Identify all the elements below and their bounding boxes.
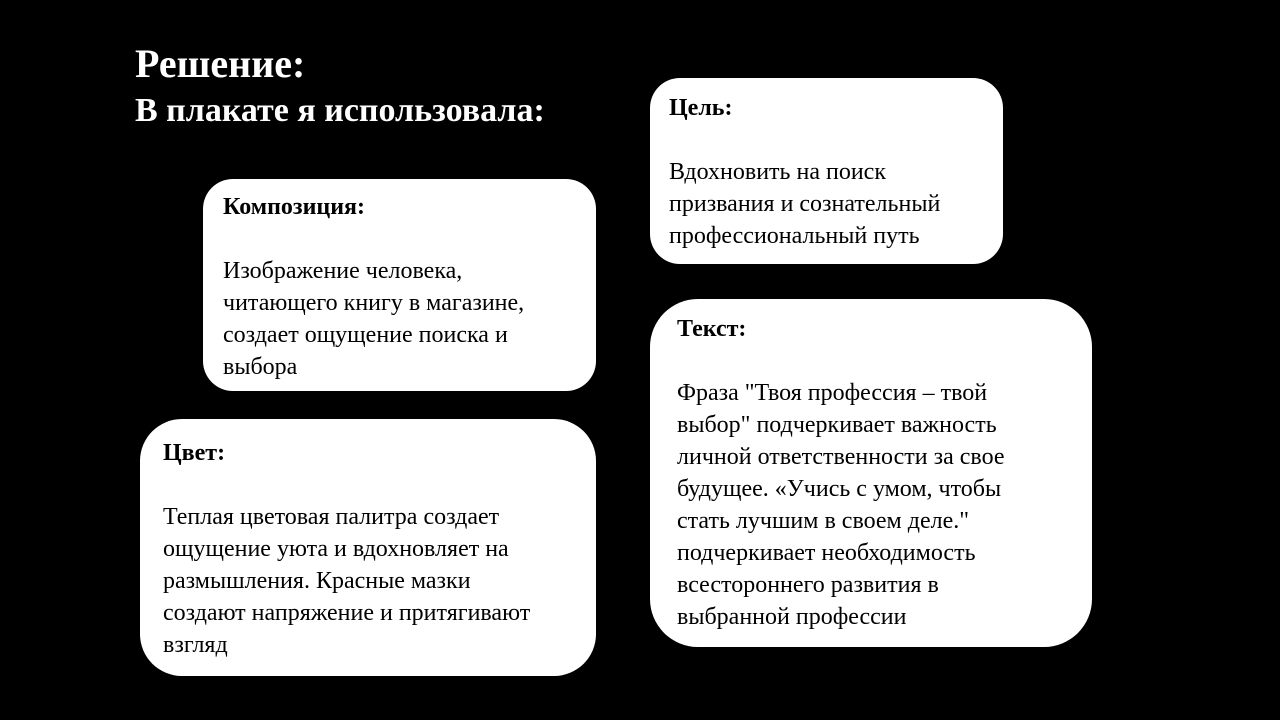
slide-subtitle: В плакате я использовала: (135, 92, 545, 129)
slide-title: Решение: (135, 41, 306, 86)
goal-card-heading: Цель: (669, 95, 733, 121)
color-card-line: ощущение уюта и вдохновляет на (163, 536, 509, 562)
text-card (650, 299, 1092, 647)
text-card-heading: Текст: (677, 316, 747, 342)
goal-card (650, 78, 1003, 264)
goal-card-line: Вдохновить на поиск (669, 159, 886, 185)
color-card-line: взгляд (163, 632, 228, 658)
composition-card (203, 179, 596, 391)
goal-card-line: профессиональный путь (669, 223, 920, 249)
goal-card-body (669, 156, 983, 252)
composition-card-line: выбора (223, 354, 298, 380)
color-card-line: создают напряжение и притягивают (163, 600, 531, 626)
composition-card-line: Изображение человека, (223, 258, 463, 284)
color-card-line: размышления. Красные мазки (163, 568, 471, 594)
text-card-line: выбор" подчеркивает важность (677, 412, 997, 438)
text-card-line: стать лучшим в своем деле." (677, 508, 970, 534)
composition-card-line: создает ощущение поиска и (223, 322, 508, 348)
text-card-line: будущее. «Учись с умом, чтобы (677, 476, 1002, 502)
text-card-line: личной ответственности за свое (677, 444, 1005, 470)
text-card-line: выбранной профессии (677, 604, 907, 630)
text-card-line: Фраза "Твоя профессия – твой (677, 380, 988, 406)
color-card-heading: Цвет: (163, 440, 226, 466)
color-card-body (163, 501, 580, 661)
composition-card-line: читающего книгу в магазине, (223, 290, 525, 316)
goal-card-line: призвания и сознательный (669, 191, 941, 217)
text-card-body (677, 377, 1072, 633)
composition-card-heading: Композиция: (223, 194, 366, 220)
text-card-line: подчеркивает необходимость (677, 540, 976, 566)
text-card-line: всестороннего развития в (677, 572, 939, 598)
color-card (140, 419, 596, 676)
color-card-line: Теплая цветовая палитра создает (163, 504, 500, 530)
composition-card-body (223, 255, 576, 383)
